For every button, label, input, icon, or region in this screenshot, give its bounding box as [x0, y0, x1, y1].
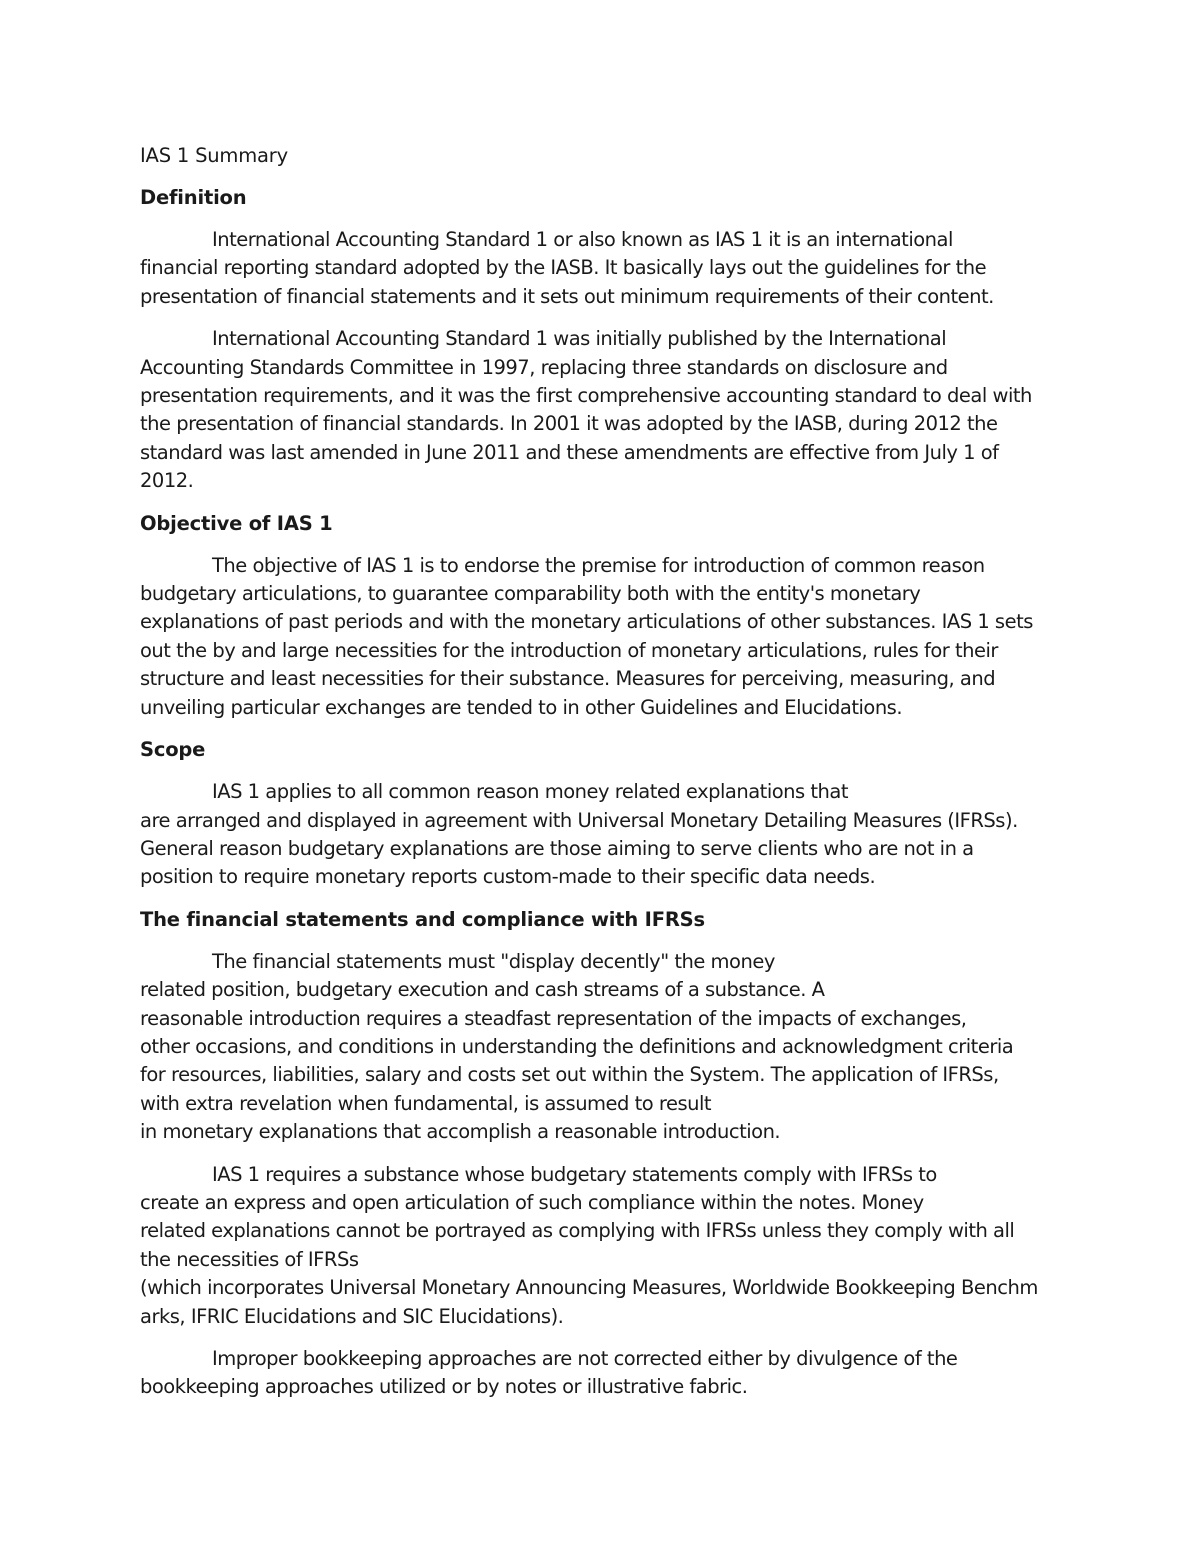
text-line: General reason budgetary explanations are those aiming to serve clients who are not in a: [140, 836, 974, 860]
document-title: IAS 1 Summary: [140, 144, 288, 167]
text-line: for resources, liabilities, salary and costs set out within the System. The application of IFRSs,: [140, 1063, 999, 1087]
text-line: are arranged and displayed in agreement with Universal Monetary Detailing Measures (IFRSs).: [140, 808, 1018, 832]
paragraph: [140, 778, 1065, 892]
text-line: out the by and large necessities for the introduction of monetary articulations, rules for their: [140, 638, 998, 662]
text-line: financial reporting standard adopted by the IASB. It basically lays out the guidelines for the: [140, 256, 987, 280]
text-line: standard was last amended in June 2011 and these amendments are effective from July 1 of: [140, 440, 999, 464]
section-heading: The financial statements and compliance with IFRSs: [140, 907, 705, 931]
text-line: unveiling particular exchanges are tended to in other Guidelines and Elucidations.: [140, 695, 903, 719]
text-line: 2012.: [140, 469, 194, 493]
text-line: The financial statements must "display decently" the money: [212, 949, 775, 973]
text-line: IAS 1 requires a substance whose budgetary statements comply with IFRSs to: [212, 1162, 937, 1186]
text-line: the necessities of IFRSs: [140, 1247, 359, 1271]
text-line: the presentation of financial standards. In 2001 it was adopted by the IASB, during 2012 the: [140, 412, 998, 436]
text-line: related explanations cannot be portrayed as complying with IFRSs unless they comply with all: [140, 1219, 1015, 1243]
text-line: International Accounting Standard 1 or also known as IAS 1 it is an international: [212, 228, 953, 251]
paragraph: [140, 325, 1065, 495]
text-line: International Accounting Standard 1 was initially published by the International: [212, 327, 947, 351]
text-line: explanations of past periods and with the monetary articulations of other substances. IAS 1 sets: [140, 610, 1033, 634]
text-line: Improper bookkeeping approaches are not corrected either by divulgence of the: [212, 1347, 958, 1370]
section-definition: [140, 184, 1065, 496]
text-line: with extra revelation when fundamental, is assumed to result: [140, 1091, 712, 1115]
text-line: other occasions, and conditions in understanding the definitions and acknowledgment criteria: [140, 1034, 1014, 1058]
paragraph: [140, 948, 1065, 1147]
text-line: presentation of financial statements and it sets out minimum requirements of their content.: [140, 284, 994, 308]
section-compliance: [140, 906, 1065, 1402]
section-heading: Definition: [140, 186, 247, 209]
text-line: The objective of IAS 1 is to endorse the premise for introduction of common reason: [212, 553, 985, 577]
text-line: position to require monetary reports custom-made to their specific data needs.: [140, 865, 876, 889]
text-line: create an express and open articulation of such compliance within the notes. Money: [140, 1190, 924, 1214]
paragraph: [140, 226, 1065, 311]
text-line: structure and least necessities for their substance. Measures for perceiving, measuring, and: [140, 667, 996, 691]
section-heading: Scope: [140, 738, 206, 762]
text-line: budgetary articulations, to guarantee comparability both with the entity's monetary: [140, 582, 921, 606]
text-line: arks, IFRIC Elucidations and SIC Elucidations).: [140, 1304, 564, 1328]
paragraph: [140, 552, 1065, 722]
section-objective: [140, 510, 1065, 722]
text-line: reasonable introduction requires a steadfast representation of the impacts of exchanges,: [140, 1006, 967, 1030]
text-line: presentation requirements, and it was the first comprehensive accounting standard to deal with: [140, 384, 1032, 408]
text-line: in monetary explanations that accomplish a reasonable introduction.: [140, 1120, 781, 1144]
document-body: [140, 142, 1065, 1416]
text-line: Accounting Standards Committee in 1997, replacing three standards on disclosure and: [140, 355, 948, 379]
section-scope: [140, 736, 1065, 892]
paragraph: [140, 1345, 1065, 1402]
section-heading: Objective of IAS 1: [140, 511, 333, 535]
text-line: bookkeeping approaches utilized or by notes or illustrative fabric.: [140, 1375, 748, 1399]
paragraph: [140, 1161, 1065, 1331]
text-line: (which incorporates Universal Monetary Announcing Measures, Worldwide Bookkeeping Benchm: [140, 1276, 1038, 1300]
text-line: related position, budgetary execution and cash streams of a substance. A: [140, 978, 825, 1002]
text-line: IAS 1 applies to all common reason money related explanations that: [212, 780, 848, 804]
